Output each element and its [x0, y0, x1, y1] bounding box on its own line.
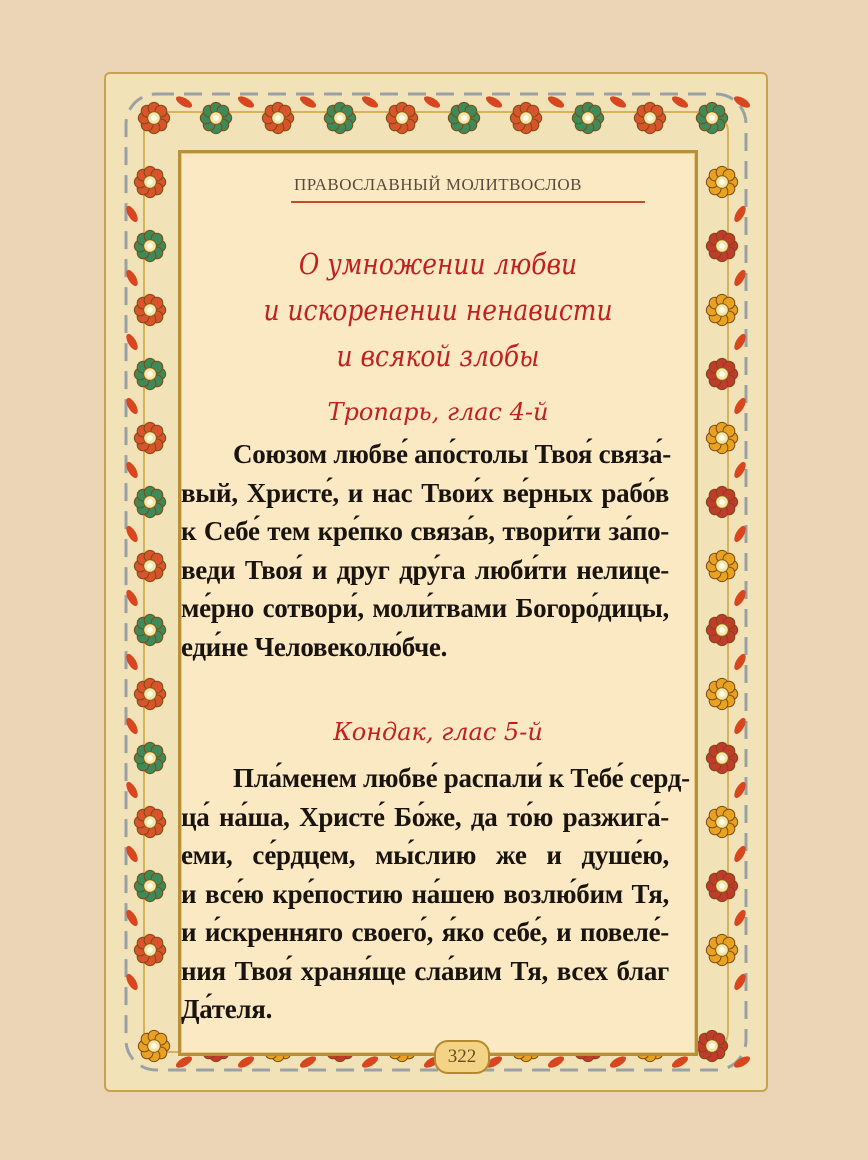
text-line: ца́ на́ша, Христе́ Бо́же, да то́ю разжига́-	[181, 801, 669, 832]
header-rule	[291, 201, 645, 203]
prayer-title	[217, 241, 659, 379]
text-line: и все́ю кре́постию на́шею возлю́бим Тя,	[181, 878, 669, 909]
troparion-heading: Тропарь, глас 4-й	[327, 398, 549, 426]
title-line: и всякой злобы	[336, 339, 540, 373]
troparion-text	[181, 435, 671, 666]
text-line: вый, Христе́, и нас Твои́х ве́рных рабо́в	[181, 477, 669, 508]
kontakion-heading: Кондак, глас 5-й	[333, 718, 543, 746]
running-header: ПРАВОСЛАВНЫЙ МОЛИТВОСЛОВ	[294, 175, 582, 194]
text-line: к Себе́ тем кре́пко связа́в, твори́ти за́по-	[181, 516, 669, 546]
text-line: Союзом любве́ апо́столы Твоя́ связа́-	[233, 439, 671, 469]
text-line: и и́скренняго своего́, я́ко себе́, и повеле́-	[181, 917, 669, 947]
text-line: еми, се́рдцем, мы́слию же и душе́ю,	[181, 840, 669, 870]
text-line: Да́теля.	[181, 994, 273, 1024]
page-number: 322	[434, 1040, 490, 1074]
title-line: и искоренении ненависти	[263, 293, 613, 327]
kontakion-text	[181, 759, 690, 1029]
text-line: веди Твоя́ и друг дру́га люби́ти нелице-	[181, 554, 669, 585]
text-line: ме́рно сотвори́, моли́твами Богоро́дицы,	[181, 593, 669, 623]
text-line: еди́не Человеколю́бче.	[181, 631, 448, 662]
title-line: О умножении любви	[298, 247, 578, 281]
text-line: Пла́менем любве́ распали́ к Тебе́ серд-	[233, 763, 690, 793]
text-panel	[178, 150, 698, 1056]
text-line: ния Твоя́ храня́ще сла́вим Тя, всех благ	[181, 955, 669, 986]
